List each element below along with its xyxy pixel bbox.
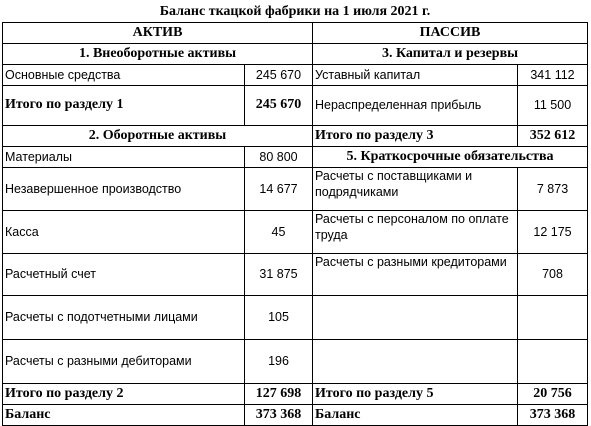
row-value: 80 800: [245, 146, 313, 167]
row-value: 196: [245, 339, 313, 383]
balance-row: [3, 404, 588, 425]
table-row: [3, 85, 588, 125]
table-row: [3, 125, 588, 146]
section1-total-value: 245 670: [245, 85, 313, 125]
table-row: [3, 339, 588, 383]
row-value: 341 112: [518, 64, 588, 85]
aktiv-balance-label: Баланс: [3, 404, 245, 425]
section5-total-value: 20 756: [518, 383, 588, 404]
table-row: [3, 253, 588, 295]
passiv-balance-label: Баланс: [313, 404, 518, 425]
section3-title: 3. Капитал и резервы: [313, 43, 588, 64]
section2-title: 2. Оборотные активы: [3, 125, 313, 146]
section5-title: 5. Краткосрочные обязательства: [313, 146, 588, 167]
section1-title: 1. Внеоборотные активы: [3, 43, 313, 64]
section5-total-label: Итого по разделу 5: [313, 383, 518, 404]
row-label: Основные средства: [3, 64, 245, 85]
header-row: [3, 22, 588, 43]
row-label: Материалы: [3, 146, 245, 167]
empty-cell: [518, 295, 588, 339]
section2-total-label: Итого по разделу 2: [3, 383, 245, 404]
section3-total-label: Итого по разделу 3: [313, 125, 518, 146]
title-row: [3, 2, 588, 22]
row-label: Расчеты с разными кредиторами: [313, 253, 518, 295]
passiv-balance-value: 373 368: [518, 404, 588, 425]
row-label: Расчеты с поставщиками и подрядчиками: [313, 167, 518, 210]
row-label: Незавершенное производство: [3, 167, 245, 210]
empty-cell: [313, 295, 518, 339]
sheet-title: Баланс ткацкой фабрики на 1 июля 2021 г.: [3, 2, 588, 22]
table-row: [3, 146, 588, 167]
row-label: Расчеты с подотчетными лицами: [3, 295, 245, 339]
table-row: [3, 383, 588, 404]
balance-sheet: [2, 2, 588, 426]
table-row: [3, 64, 588, 85]
row-value: 105: [245, 295, 313, 339]
table-row: [3, 210, 588, 253]
row-label: Расчетный счет: [3, 253, 245, 295]
row-value: 708: [518, 253, 588, 295]
section-title-row: [3, 43, 588, 64]
table-row: [3, 295, 588, 339]
section1-total-label: Итого по разделу 1: [3, 85, 245, 125]
row-value: 7 873: [518, 167, 588, 210]
section3-total-value: 352 612: [518, 125, 588, 146]
row-label: Расчеты с разными дебиторами: [3, 339, 245, 383]
row-value: 31 875: [245, 253, 313, 295]
row-value: 245 670: [245, 64, 313, 85]
passiv-header: ПАССИВ: [313, 22, 588, 43]
empty-cell: [518, 339, 588, 383]
aktiv-header: АКТИВ: [3, 22, 313, 43]
row-value: 14 677: [245, 167, 313, 210]
row-value: 45: [245, 210, 313, 253]
row-label: Нераспределенная прибыль: [313, 85, 518, 125]
row-label: Касса: [3, 210, 245, 253]
row-label: Расчеты с персоналом по оплате труда: [313, 210, 518, 253]
section2-total-value: 127 698: [245, 383, 313, 404]
row-value: 11 500: [518, 85, 588, 125]
row-label: Уставный капитал: [313, 64, 518, 85]
row-value: 12 175: [518, 210, 588, 253]
aktiv-balance-value: 373 368: [245, 404, 313, 425]
empty-cell: [313, 339, 518, 383]
table-row: [3, 167, 588, 210]
balance-table: [2, 2, 588, 426]
